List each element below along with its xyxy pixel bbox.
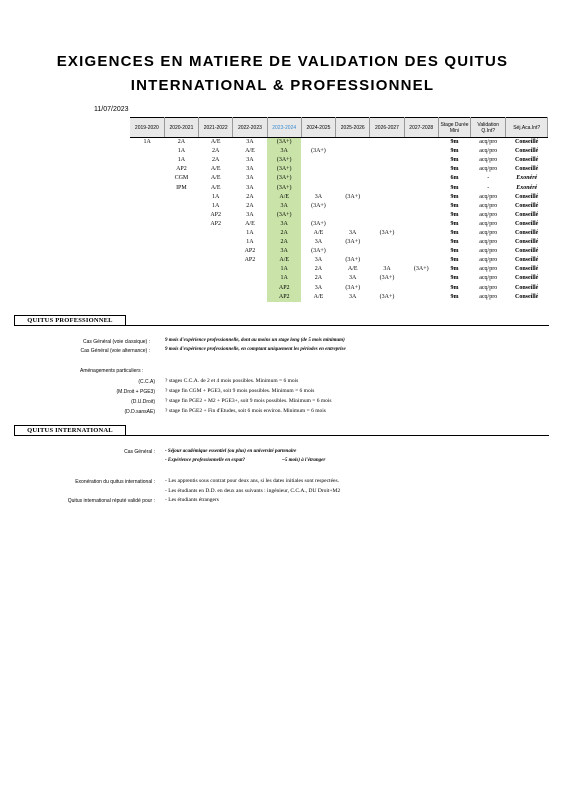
table-cell: 3A — [246, 184, 254, 191]
table-cell — [199, 229, 233, 238]
table-row — [130, 238, 548, 247]
table-cell — [164, 274, 198, 283]
amenagement-value-ddsansae: ? stage fin PGE2 + Fin d'Etudes, soit 6 mois environ. Minimum = 6 mois — [165, 408, 326, 414]
table-cell — [164, 293, 198, 302]
table-cell: Conseillé — [515, 293, 539, 300]
table-header-row — [130, 118, 548, 138]
table-cell: 3A — [349, 229, 357, 236]
table-cell — [336, 165, 370, 174]
table-row — [130, 265, 548, 274]
document-date: 11/07/2023 — [94, 106, 129, 113]
table-cell — [404, 256, 438, 265]
table-cell — [130, 274, 164, 283]
table-cell: Conseillé — [515, 202, 539, 209]
table-cell: 9m — [450, 193, 459, 200]
table-cell: 9m — [450, 284, 459, 291]
table-cell: Conseillé — [515, 148, 539, 155]
table-cell: acq/pro — [479, 257, 498, 264]
table-row — [130, 247, 548, 256]
table-cell — [336, 183, 370, 192]
table-cell: 3A — [383, 266, 391, 273]
table-cell: Conseillé — [515, 220, 539, 227]
table-cell: 3A — [314, 193, 323, 200]
table-cell — [130, 193, 164, 202]
table-cell: acq/pro — [479, 266, 498, 273]
table-cell: (3A+) — [379, 275, 395, 282]
table-cell: Conseillé — [515, 193, 539, 200]
table-row — [130, 220, 548, 229]
column-header: 2025-2026 — [336, 118, 370, 138]
table-cell: 6m — [450, 175, 459, 182]
table-cell — [301, 138, 335, 148]
table-cell: A/E — [267, 193, 301, 202]
table-cell: 9m — [450, 293, 459, 300]
table-cell: acq/pro — [479, 193, 498, 200]
table-cell — [164, 265, 198, 274]
table-cell — [199, 284, 233, 293]
table-cell: IPM — [176, 184, 187, 191]
table-row — [130, 211, 548, 220]
table-cell: AP2 — [267, 293, 301, 302]
table-cell — [370, 247, 404, 256]
page-title-line-2: INTERNATIONAL & PROFESSIONNEL — [130, 77, 435, 94]
table-cell — [130, 165, 164, 174]
table-cell: A/E — [210, 184, 221, 191]
table-cell: (3A+) — [379, 293, 395, 300]
table-cell: - — [487, 175, 490, 182]
int-general-line-1: - Séjour académique essentiel (ou plus) en université partenaire — [165, 449, 297, 454]
table-cell: 9m — [450, 211, 459, 218]
table-cell: 2A — [246, 193, 254, 200]
table-cell — [370, 202, 404, 211]
table-row — [130, 183, 548, 192]
amenagement-value-mdroit: ? stage fin CGM + PGE3, soit 9 mois possibles. Minimum = 6 mois — [165, 388, 315, 394]
column-header: 2022-2023 — [233, 118, 267, 138]
column-header: 2027-2028 — [404, 118, 438, 138]
table-cell: 9m — [450, 148, 459, 155]
table-cell — [336, 156, 370, 165]
table-cell: Exonéré — [516, 175, 538, 182]
table-cell: 1A — [211, 193, 220, 200]
table-cell: acq/pro — [479, 239, 498, 246]
table-cell — [233, 265, 267, 274]
table-cell — [130, 229, 164, 238]
column-header: 2023-2024 — [267, 118, 301, 138]
table-cell: 1A — [177, 148, 186, 155]
table-row — [130, 138, 548, 148]
section-title-quitus-int: QUITUS INTERNATIONAL — [14, 425, 126, 436]
table-cell — [404, 274, 438, 283]
table-cell — [130, 247, 164, 256]
table-cell — [370, 284, 404, 293]
table-cell — [164, 211, 198, 220]
table-cell — [130, 147, 164, 156]
table-cell: 1A — [211, 202, 220, 209]
table-cell — [301, 156, 335, 165]
table-cell: Conseillé — [515, 239, 539, 246]
table-cell: A/E — [210, 139, 221, 146]
table-cell: AP2 — [210, 220, 221, 227]
table-cell: acq/pro — [479, 148, 498, 155]
table-cell: (3A+) — [311, 148, 326, 155]
table-cell: acq/pro — [479, 157, 498, 164]
amenagement-label-ddsansae: (D.D.sansAE) — [124, 409, 155, 415]
table-cell: 1A — [246, 229, 254, 236]
table-cell: (3A+) — [267, 211, 301, 220]
table-cell — [130, 220, 164, 229]
section-title-quitus-pro: QUITUS PROFESSIONNEL — [14, 315, 126, 326]
table-cell — [404, 156, 438, 165]
table-cell: acq/pro — [479, 139, 498, 146]
table-cell: 3A — [267, 147, 301, 156]
table-row — [130, 284, 548, 293]
table-cell — [336, 220, 370, 229]
int-general-line-2b: ~5 mois) à l'étranger — [282, 458, 326, 463]
table-cell: A/E — [347, 266, 358, 273]
table-cell: A/E — [210, 175, 221, 182]
table-cell: 9m — [450, 166, 459, 173]
table-cell: 1A — [246, 239, 254, 246]
table-cell: acq/pro — [479, 284, 498, 291]
table-cell — [233, 284, 267, 293]
table-cell: Conseillé — [515, 211, 539, 218]
cas-general-alternance-value: 9 mois d'expérience professionnelle, en comptant uniquement les périodes en entreprise — [165, 347, 346, 352]
table-cell: (3A+) — [311, 248, 326, 255]
table-cell: Conseillé — [515, 248, 539, 255]
table-cell: 9m — [450, 229, 459, 236]
table-cell — [199, 247, 233, 256]
column-header: Validation Q.Int? — [471, 118, 506, 138]
table-cell — [164, 238, 198, 247]
table-cell — [370, 211, 404, 220]
exoneration-line-2: - Les étudiants en D.D. en deux ans suivants : ingénieur, C.C.A., DU Droit+M2 — [165, 488, 341, 494]
table-cell: 9m — [450, 257, 459, 264]
table-cell — [404, 174, 438, 183]
table-cell — [199, 238, 233, 247]
curriculum-table — [130, 117, 548, 302]
table-cell — [233, 274, 267, 283]
table-row — [130, 229, 548, 238]
table-cell: 3A — [349, 275, 357, 282]
table-cell: (3A+) — [267, 165, 301, 174]
table-cell: A/E — [245, 148, 255, 155]
table-cell — [130, 284, 164, 293]
table-cell — [370, 156, 404, 165]
table-cell: Conseillé — [515, 157, 539, 164]
table-cell: 9m — [450, 239, 459, 246]
table-cell — [199, 293, 233, 302]
table-cell: (3A+) — [345, 257, 361, 264]
table-cell: (3A+) — [379, 229, 395, 236]
table-cell — [404, 138, 438, 148]
exoneration-label: Exonération du quitus international : — [75, 479, 155, 485]
table-cell — [404, 238, 438, 247]
table-cell: 1A — [267, 265, 301, 274]
table-cell: Conseillé — [515, 275, 539, 282]
table-cell: (3A+) — [267, 183, 301, 192]
table-cell: 2A — [211, 148, 220, 155]
table-cell — [370, 193, 404, 202]
column-header: 2019-2020 — [130, 118, 164, 138]
table-cell — [404, 147, 438, 156]
table-cell: (3A+) — [267, 174, 301, 183]
table-cell — [130, 211, 164, 220]
table-row — [130, 193, 548, 202]
table-cell: 2A — [314, 275, 323, 282]
table-row — [130, 256, 548, 265]
table-cell: 3A — [314, 284, 323, 291]
table-cell — [130, 265, 164, 274]
table-cell: A/E — [245, 220, 255, 227]
table-cell: 9m — [450, 139, 459, 146]
table-cell — [164, 202, 198, 211]
table-cell: acq/pro — [479, 248, 498, 255]
column-header: 2020-2021 — [164, 118, 198, 138]
table-cell — [301, 211, 335, 220]
table-cell: (3A+) — [311, 202, 326, 209]
table-cell — [404, 202, 438, 211]
cas-general-classique-value: 9 mois d'expérience professionnelle, dont au moins un stage long (de 5 mois minimum) — [165, 338, 345, 343]
table-cell — [370, 165, 404, 174]
table-cell: 3A — [246, 175, 254, 182]
table-cell: acq/pro — [479, 166, 498, 173]
int-general-label: Cas Général : — [124, 449, 155, 455]
amenagement-label-cca: (C.C.A) — [138, 379, 155, 385]
table-cell: 3A — [314, 239, 323, 246]
table-cell — [404, 229, 438, 238]
table-cell: (3A+) — [267, 138, 301, 148]
table-cell: - — [487, 184, 490, 191]
table-cell — [370, 238, 404, 247]
table-cell — [130, 202, 164, 211]
table-cell — [164, 247, 198, 256]
exoneration-line-1: - Les apprentis sous contrat pour deux ans, si les dates initiales sont respectées. — [165, 478, 339, 484]
table-cell: AP2 — [244, 257, 256, 264]
cas-general-classique-label: Cas Général (voie classique) : — [83, 339, 150, 345]
table-cell: AP2 — [176, 166, 187, 173]
table-cell: (3A+) — [345, 284, 361, 291]
table-cell — [336, 138, 370, 148]
table-cell: 3A — [246, 157, 254, 164]
table-cell: Conseillé — [515, 266, 539, 273]
table-cell — [164, 229, 198, 238]
table-cell: 2A — [177, 139, 186, 146]
table-cell — [301, 174, 335, 183]
table-cell — [199, 274, 233, 283]
table-cell — [164, 220, 198, 229]
amenagement-label-mdroit: (M.Droit + PGE3) — [116, 389, 155, 395]
table-cell — [404, 165, 438, 174]
table-cell: acq/pro — [479, 293, 498, 300]
table-cell: 9m — [450, 220, 459, 227]
table-cell: 3A — [267, 202, 301, 211]
table-cell: 2A — [267, 238, 301, 247]
table-cell: A/E — [313, 293, 324, 300]
table-row — [130, 293, 548, 302]
table-row — [130, 147, 548, 156]
table-cell — [370, 220, 404, 229]
amenagement-value-dudroit: ? stage fin PGE2 + M2 + PGE3+, soit 9 mois possibles. Minimum = 6 mois — [165, 398, 332, 404]
table-cell: 2A — [211, 157, 220, 164]
table-cell: 9m — [450, 184, 459, 191]
table-cell: (3A+) — [311, 220, 326, 227]
table-cell — [370, 138, 404, 148]
table-cell — [370, 256, 404, 265]
table-cell — [404, 193, 438, 202]
table-cell: (3A+) — [345, 239, 361, 246]
table-cell — [336, 247, 370, 256]
table-cell: Exonéré — [516, 184, 538, 191]
table-row — [130, 156, 548, 165]
table-cell — [130, 174, 164, 183]
table-cell: A/E — [267, 256, 301, 265]
table-cell — [336, 174, 370, 183]
table-cell: Conseillé — [515, 257, 539, 264]
amenagement-value-cca: ? stages C.C.A. de 2 et 4 mois possibles. Minimum = 6 mois — [165, 378, 299, 384]
cas-general-alternance-label: Cas Général (voie alternance) : — [80, 348, 150, 354]
table-row — [130, 202, 548, 211]
table-cell: 2A — [246, 202, 254, 209]
table-cell: 9m — [450, 275, 459, 282]
table-cell: 3A — [246, 139, 254, 146]
table-cell: 3A — [349, 293, 357, 300]
reputed-valid-label: Quitus international réputé validé pour : — [67, 498, 155, 504]
table-row — [130, 274, 548, 283]
table-cell: acq/pro — [479, 211, 498, 218]
table-cell: CGM — [174, 175, 189, 182]
table-cell: (3A+) — [267, 156, 301, 165]
table-cell: acq/pro — [479, 202, 498, 209]
table-cell: 1A — [143, 139, 151, 146]
page-title-line-1: EXIGENCES EN MATIERE DE VALIDATION DES QUITUS — [56, 53, 509, 70]
table-cell: acq/pro — [479, 275, 498, 282]
table-cell — [404, 284, 438, 293]
table-cell — [404, 183, 438, 192]
table-cell — [404, 247, 438, 256]
int-general-line-2a: - Expérience professionnelle en expat? — [165, 458, 245, 463]
column-header: 2024-2025 — [301, 118, 335, 138]
table-cell: Conseillé — [515, 139, 539, 146]
table-cell: A/E — [210, 166, 221, 173]
table-row — [130, 174, 548, 183]
table-cell: 9m — [450, 248, 459, 255]
table-cell: 2A — [314, 266, 323, 273]
table-cell — [130, 238, 164, 247]
table-cell: AP2 — [244, 248, 256, 255]
table-cell: (3A+) — [413, 266, 429, 273]
amenagements-label: Aménagements particuliers : — [80, 368, 144, 374]
table-cell — [336, 147, 370, 156]
table-cell: Conseillé — [515, 229, 539, 236]
table-cell: 9m — [450, 157, 459, 164]
table-cell — [164, 256, 198, 265]
table-cell — [164, 193, 198, 202]
table-cell: 1A — [267, 274, 301, 283]
table-cell — [301, 183, 335, 192]
table-cell: 9m — [450, 202, 459, 209]
table-cell: 3A — [314, 257, 323, 264]
table-cell: A/E — [313, 229, 324, 236]
table-cell: 3A — [267, 220, 301, 229]
table-cell — [164, 284, 198, 293]
table-cell: AP2 — [210, 211, 221, 218]
table-row — [130, 165, 548, 174]
table-cell: acq/pro — [479, 220, 498, 227]
table-cell — [199, 265, 233, 274]
column-header: 2021-2022 — [199, 118, 233, 138]
column-header: Séj.Aca.Int? — [506, 118, 548, 138]
table-cell: 1A — [177, 157, 186, 164]
table-cell: 3A — [267, 247, 301, 256]
table-cell — [130, 293, 164, 302]
table-cell — [301, 165, 335, 174]
table-cell — [404, 220, 438, 229]
table-cell — [130, 256, 164, 265]
table-cell — [370, 183, 404, 192]
table-cell: (3A+) — [345, 193, 361, 200]
table-cell: 2A — [267, 229, 301, 238]
table-cell — [336, 202, 370, 211]
table-cell — [233, 293, 267, 302]
table-cell — [370, 174, 404, 183]
table-cell: AP2 — [267, 284, 301, 293]
table-cell — [199, 256, 233, 265]
table-cell — [130, 183, 164, 192]
table-cell — [370, 147, 404, 156]
table-cell: Conseillé — [515, 166, 539, 173]
table-cell — [130, 156, 164, 165]
table-cell — [404, 293, 438, 302]
column-header: 2026-2027 — [370, 118, 404, 138]
table-cell — [336, 211, 370, 220]
table-cell: 3A — [246, 211, 254, 218]
table-cell: Conseillé — [515, 284, 539, 291]
table-cell — [404, 211, 438, 220]
table-cell: 3A — [246, 166, 254, 173]
table-cell: acq/pro — [479, 229, 498, 236]
column-header: Stage Durée Mini — [438, 118, 470, 138]
reputed-valid-value: - Les étudiants étrangers — [165, 497, 219, 503]
table-cell: 9m — [450, 266, 459, 273]
amenagement-label-dudroit: (D.U.Droit) — [131, 399, 155, 405]
